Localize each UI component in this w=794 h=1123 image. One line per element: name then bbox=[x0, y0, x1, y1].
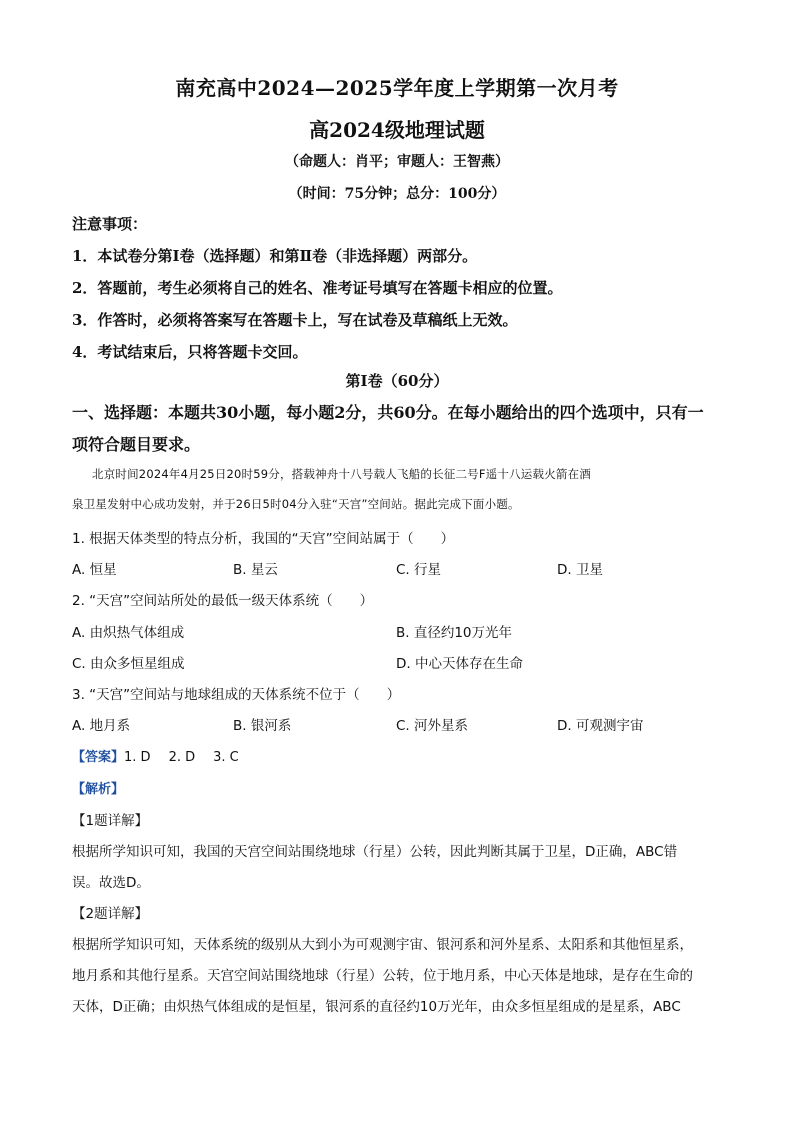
exam-subtitle: 高2024级地理试题 bbox=[309, 118, 485, 142]
section-label: 第Ⅰ卷（60分） bbox=[345, 372, 449, 390]
option-d: D. 中心天体存在生命 bbox=[396, 656, 523, 672]
q1-detail-text: 根据所学知识可知，我国的天宫空间站围绕地球（行星）公转，因此判断其属于卫星，D正确，ABC错 bbox=[72, 844, 678, 860]
notice-item: 2．答题前，考生必须将自己的姓名、准考证号填写在答题卡相应的位置。 bbox=[72, 279, 563, 297]
passage-line: 泉卫星发射中心成功发射，并于26日5时04分入驻“天宫”空间站。据此完成下面小题。 bbox=[72, 497, 520, 511]
answer-value: 3. C bbox=[213, 750, 239, 765]
notice-heading: 注意事项： bbox=[72, 215, 148, 233]
section-instruction-cont: 项符合题目要求。 bbox=[72, 435, 201, 454]
passage-line: 北京时间2024年4月25日20时59分，搭载神舟十八号载人飞船的长征二号F遥十八运载火箭在酒 bbox=[92, 467, 591, 481]
q1-detail-heading: 【1题详解】 bbox=[72, 813, 149, 829]
answer-value: 1. D bbox=[124, 750, 151, 765]
exam-title: 南充高中2024—2025学年度上学期第一次月考 bbox=[175, 76, 619, 100]
option-b: B. 银河系 bbox=[233, 718, 292, 734]
option-b: B. 星云 bbox=[233, 562, 278, 578]
option-b: B. 直径约10万光年 bbox=[396, 625, 513, 641]
q1-detail-text-cont: 误。故选D。 bbox=[72, 875, 150, 891]
question-stem: 1. 根据天体类型的特点分析，我国的“天宫”空间站属于（ ） bbox=[72, 531, 455, 547]
notice-item: 1．本试卷分第Ⅰ卷（选择题）和第Ⅱ卷（非选择题）两部分。 bbox=[72, 247, 478, 265]
section-instruction: 一、选择题：本题共30小题，每小题2分，共60分。在每小题给出的四个选项中，只有一 bbox=[72, 403, 704, 422]
notice-item: 3．作答时，必须将答案写在答题卡上，写在试卷及草稿纸上无效。 bbox=[72, 311, 518, 329]
question-stem: 2. “天宫”空间站所处的最低一级天体系统（ ） bbox=[72, 593, 374, 609]
authors-line: （命题人：肖平；审题人：王智燕） bbox=[285, 154, 509, 170]
option-c: C. 由众多恒星组成 bbox=[72, 656, 185, 672]
q2-detail-text-cont: 地月系和其他行星系。天宫空间站围绕地球（行星）公转，位于地月系，中心天体是地球，是存在生命的 bbox=[72, 968, 693, 984]
option-a: A. 由炽热气体组成 bbox=[72, 625, 185, 641]
option-d: D. 可观测宇宙 bbox=[557, 718, 644, 734]
time-score-line: （时间：75分钟；总分：100分） bbox=[288, 186, 506, 202]
answer-label: 【答案】 bbox=[72, 750, 125, 765]
option-a: A. 恒星 bbox=[72, 562, 117, 578]
option-d: D. 卫星 bbox=[557, 562, 603, 578]
q2-detail-text-cont: 天体，D正确；由炽热气体组成的是恒星，银河系的直径约10万光年，由众多恒星组成的是星系，ABC bbox=[72, 999, 681, 1015]
option-a: A. 地月系 bbox=[72, 718, 131, 734]
q2-detail-text: 根据所学知识可知，天体系统的级别从大到小为可观测宇宙、银河系和河外星系、太阳系和其他恒星系， bbox=[72, 937, 693, 953]
answer-value: 2. D bbox=[168, 750, 196, 765]
question-stem: 3. “天宫”空间站与地球组成的天体系统不位于（ ） bbox=[72, 687, 401, 703]
option-c: C. 行星 bbox=[396, 562, 442, 578]
notice-item: 4．考试结束后，只将答题卡交回。 bbox=[72, 343, 308, 361]
analysis-label: 【解析】 bbox=[72, 782, 125, 797]
q2-detail-heading: 【2题详解】 bbox=[72, 906, 149, 922]
answer-line bbox=[72, 746, 722, 765]
option-c: C. 河外星系 bbox=[396, 718, 469, 734]
